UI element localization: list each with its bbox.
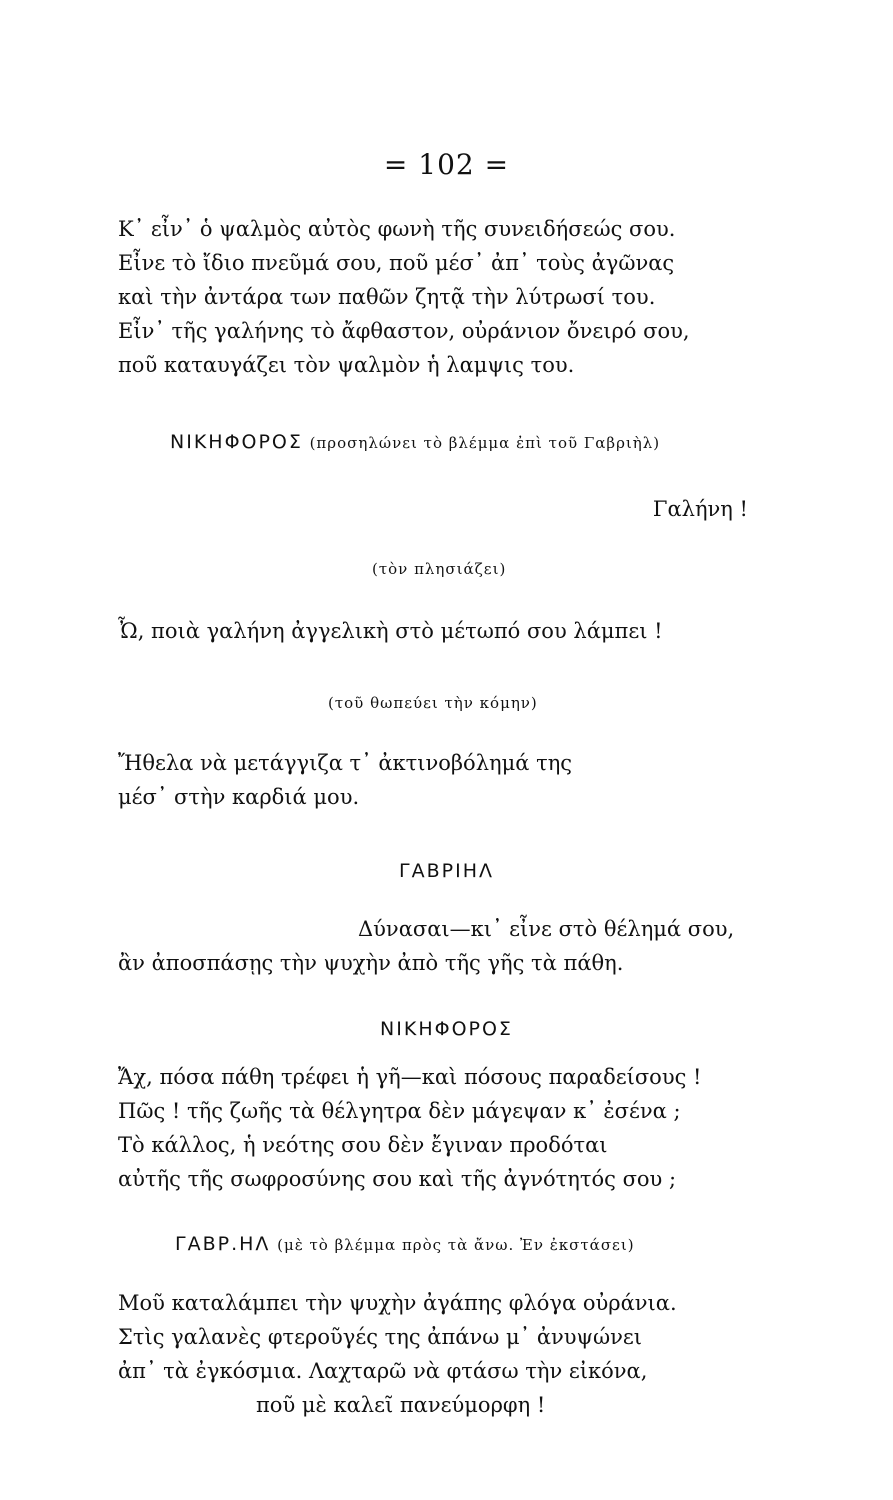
speaker-name: ΓΑΒΡ.ΗΛ (175, 1233, 271, 1255)
stage-direction: (προσηλώνει τὸ βλέμμα ἐπὶ τοῦ Γαβριὴλ) (309, 434, 661, 452)
verse-line: Τὸ κάλλος, ἡ νεότης σου δὲν ἔγιναν προδόται (118, 1133, 608, 1157)
verse-line: Στὶς γαλανὲς φτεροῦγές της ἀπάνω μ᾽ ἀνυψώνει (118, 1325, 643, 1349)
stanza-4 (118, 1060, 778, 1196)
verse-line: Ἄχ, πόσα πάθη τρέφει ἡ γῆ—καὶ πόσους παραδείσους ! (118, 1065, 702, 1089)
verse-line: Εἶν᾽ τῆς γαλήνης τὸ ἄφθαστον, οὐράνιον ὄνειρό σου, (118, 319, 690, 343)
verse-line: Γαλήνη ! (652, 497, 748, 521)
stage-direction-approach (372, 552, 672, 586)
verse-line: μέσ᾽ στὴν καρδιά μου. (118, 785, 360, 809)
verse-line: Μοῦ καταλάμπει τὴν ψυχὴν ἀγάπης φλόγα οὐράνια. (118, 1291, 677, 1315)
stanza-2 (118, 746, 778, 814)
speaker-name: ΝΙΚΗΦΟΡΟΣ (380, 1018, 513, 1040)
verse-line: ποῦ μὲ καλεῖ πανεύμορφη ! (256, 1393, 546, 1417)
verse-line: Κ᾽ εἶν᾽ ὁ ψαλμὸς αὐτὸς φωνὴ τῆς συνειδήσεώς σου. (118, 217, 676, 241)
speaker-nikiforos-2 (0, 1012, 893, 1046)
verse-line: Εἶνε τὸ ἴδιο πνεῦμά σου, ποῦ μέσ᾽ ἀπ᾽ τοὺς ἀγῶνας (118, 251, 675, 275)
verse-galini (118, 492, 748, 526)
verse-line: καὶ τὴν ἀντάρα των παθῶν ζητᾷ τὴν λύτρωσί του. (118, 285, 656, 309)
page-number: = 102 = (383, 148, 510, 181)
stanza-5 (118, 1286, 778, 1422)
stage-direction: (τοῦ θωπεύει τὴν κόμην) (328, 694, 538, 712)
speaker-line-gavriil (175, 1226, 775, 1262)
verse-line: Πῶς ! τῆς ζωῆς τὰ θέλγητρα δὲν μάγεψαν κ᾽ ἐσένα ; (118, 1099, 681, 1123)
stanza-3 (118, 912, 778, 980)
verse-line: Δύνασαι—κι᾽ εἶνε στὸ θέλημά σου, (358, 917, 735, 941)
speaker-name: ΓΑΒΡΙΗΛ (399, 860, 494, 882)
stanza-1 (118, 212, 778, 382)
speaker-line-nikiforos (170, 424, 770, 460)
stage-direction: (τὸν πλησιάζει) (372, 560, 507, 578)
verse-o (118, 614, 778, 648)
verse-line: Ὦ, ποιὰ γαλήνη ἀγγελικὴ στὸ μέτωπό σου λάμπει ! (118, 619, 663, 643)
verse-line: ἀπ᾽ τὰ ἐγκόσμια. Λαχταρῶ νὰ φτάσω τὴν εἰκόνα, (118, 1359, 648, 1383)
stage-direction-caress (328, 686, 648, 720)
verse-line: Ἤθελα νὰ μετάγγιζα τ᾽ ἀκτινοβόλημά της (118, 751, 573, 775)
speaker-gavriil (0, 854, 893, 888)
verse-line: ποῦ καταυγάζει τὸν ψαλμὸν ἡ λαμψις του. (118, 353, 575, 377)
speaker-name: ΝΙΚΗΦΟΡΟΣ (170, 431, 303, 453)
stage-direction: (μὲ τὸ βλέμμα πρὸς τὰ ἄνω. Ἐν ἐκστάσει) (277, 1236, 635, 1254)
verse-line: αὐτῆς τῆς σωφροσύνης σου καὶ τῆς ἀγνότητός σου ; (118, 1167, 677, 1191)
verse-line: ἂν ἀποσπάσῃς τὴν ψυχὴν ἀπὸ τῆς γῆς τὰ πάθη. (118, 951, 624, 975)
